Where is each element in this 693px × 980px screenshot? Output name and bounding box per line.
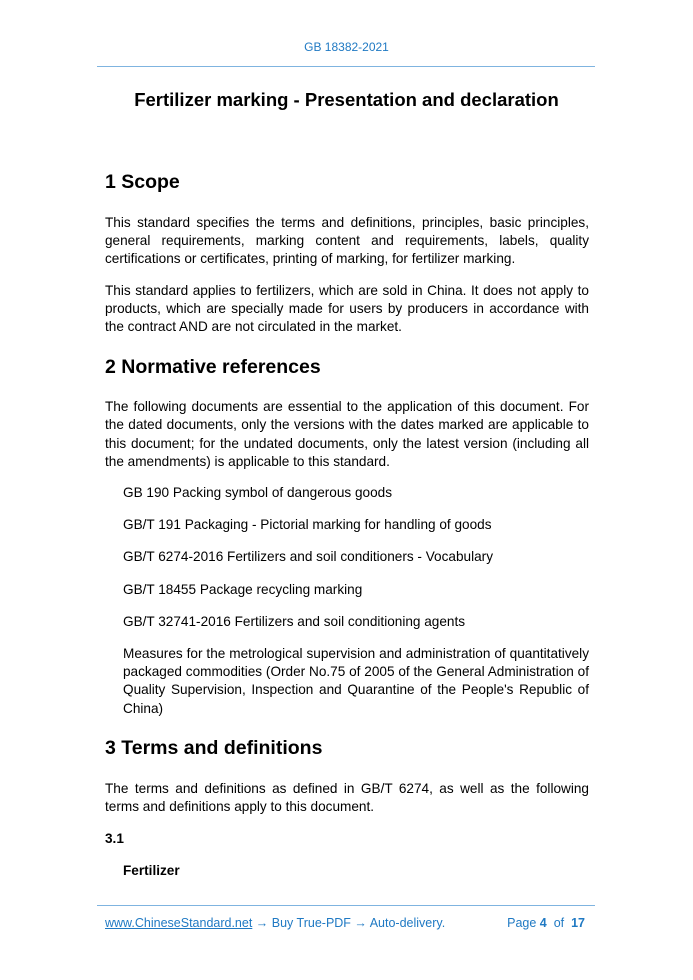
- page-label: Page: [507, 916, 537, 930]
- clause-number: 3.1: [105, 831, 124, 847]
- section-heading-terms-definitions: 3 Terms and definitions: [105, 736, 323, 759]
- normative-intro-paragraph: The following documents are essential to the application of this document. For the dated documents, only the versions with the dates marked are applicable to this document; for the undated documents, only the latest version (including all the amendments) is applicable to this standard.: [105, 399, 589, 469]
- running-header: GB 18382-2021: [304, 40, 389, 54]
- document-body: [105, 169, 589, 880]
- reference-item: Measures for the metrological supervision and administration of quantitatively packaged commodities (Order No.75 of 2005 of the General Administration of Quality Supervision, Inspection and Quarantine of the People's Republic of China): [123, 646, 589, 716]
- scope-paragraph-1: This standard specifies the terms and definitions, principles, basic principles, general requirements, marking content and requirements, labels, quality certifications or certificates, printing of marking, for fertilizer marking.: [105, 215, 589, 267]
- header-divider: [97, 66, 595, 67]
- reference-item: GB/T 191 Packaging - Pictorial marking for handling of goods: [123, 517, 492, 533]
- page-current: 4: [539, 916, 547, 930]
- page-number: [507, 916, 585, 930]
- footer-promo: [105, 916, 445, 930]
- footer-tagline: → Buy True-PDF → Auto-delivery.: [252, 916, 446, 930]
- term-heading: Fertilizer: [123, 863, 180, 879]
- reference-item: GB/T 6274-2016 Fertilizers and soil conditioners - Vocabulary: [123, 549, 493, 565]
- reference-item: GB 190 Packing symbol of dangerous goods: [123, 485, 393, 501]
- section-heading-scope: 1 Scope: [105, 171, 180, 193]
- document-title: Fertilizer marking - Presentation and declaration: [134, 89, 559, 110]
- page-total: 17: [571, 916, 585, 930]
- page-footer: [105, 916, 585, 930]
- section-heading-normative-references: 2 Normative references: [105, 356, 321, 379]
- reference-item: GB/T 32741-2016 Fertilizers and soil conditioning agents: [123, 613, 466, 629]
- scope-paragraph-2: This standard applies to fertilizers, which are sold in China. It does not apply to products, which are specially made for users by producers in accordance with the contract AND are not circulated in the market.: [105, 282, 589, 335]
- website-link[interactable]: www.ChineseStandard.net: [105, 916, 253, 930]
- terms-intro-paragraph: The terms and definitions as defined in GB/T 6274, as well as the following terms and definitions apply to this document.: [105, 780, 589, 815]
- page-of-label: of: [553, 916, 565, 930]
- footer-divider: [97, 905, 595, 906]
- reference-item: GB/T 18455 Package recycling marking: [123, 581, 363, 597]
